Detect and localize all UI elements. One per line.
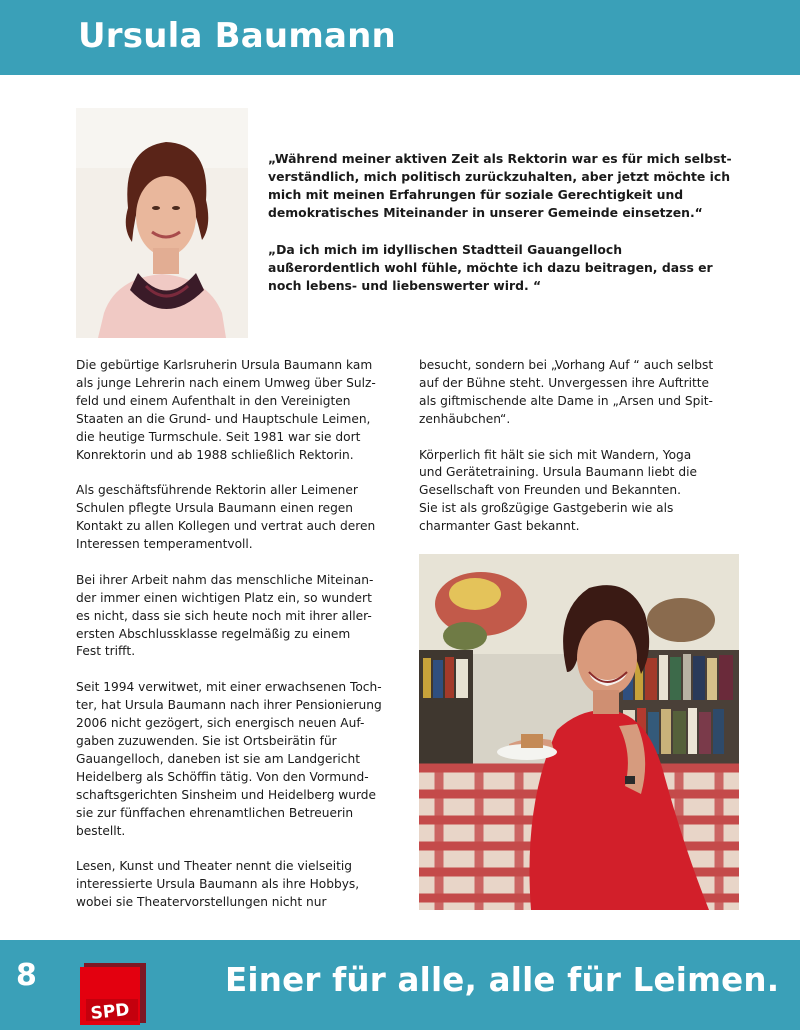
body-column-left: [76, 357, 406, 930]
spd-logo: [80, 961, 148, 1029]
slogan: Einer für alle, alle für Leimen.: [225, 961, 780, 999]
paragraph: Bei ihrer Arbeit nahm das menschliche Miteinan- der immer einen wichtigen Platz ein, so wundert es nicht, dass sie sich heute noch mit ihrer aller- ersten Abschlussklasse regelmäßig zu einem Fest trifft.: [76, 572, 374, 659]
portrait-photo: [76, 108, 248, 338]
paragraph: besucht, sondern bei „Vorhang Auf “ auch selbst auf der Bühne steht. Unvergessen ihre Auftritte als giftmischende alte Dame in „Arsen und Spit- zenhäubchen“.: [419, 358, 714, 426]
footer-bar: [0, 940, 800, 1030]
paragraph: Lesen, Kunst und Theater nennt die vielseitig interessierte Ursula Baumann als ihre Hobbys, wobei sie Theatervorstellungen nicht nur: [76, 859, 360, 910]
paragraph: Die gebürtige Karlsruherin Ursula Baumann kam als junge Lehrerin nach einem Umweg über Sulz- feld und einem Aufenthalt in den Vereinigten Staaten an die Grund- und Hauptschule Leimen, die heutige Turmschule. Seit 1981 war sie dort Konrektorin und ab 1988 schließlich Rektorin.: [76, 358, 376, 462]
quote-1: „Während meiner aktiven Zeit als Rektorin war es für mich selbst-verständlich, mich politisch zurückzuhalten, aber jetzt möchte ich mich mit meinen Erfahrungen für soziale Gerechtigkeit und demokratisches Miteinander in unserer Gemeinde einsetzen.“: [268, 151, 732, 220]
candid-photo: [419, 554, 739, 910]
page-title: Ursula Baumann: [78, 16, 396, 56]
page-number: 8: [16, 958, 37, 993]
quote-2: „Da ich mich im idyllischen Stadtteil Gauangelloch außerordentlich wohl fühle, möchte ich dazu beitragen, dass er noch lebens- und liebenswerter wird. “: [268, 242, 713, 293]
header-bar: [0, 0, 800, 75]
paragraph: Als geschäftsführende Rektorin aller Leimener Schulen pflegte Ursula Baumann einen regen Kontakt zu allen Kollegen und vertrat auch deren Interessen temperamentvoll.: [76, 483, 376, 552]
quotes-block: [268, 150, 738, 314]
paragraph: Körperlich fit hält sie sich mit Wandern, Yoga und Gerätetraining. Ursula Baumann liebt die Gesellschaft von Freunden und Bekannten. Sie ist als großzügige Gastgeberin wie als charmanter Gast bekannt.: [419, 447, 697, 534]
logo-text: SPD: [89, 1000, 131, 1024]
body-column-right: [419, 357, 744, 554]
paragraph: Seit 1994 verwitwet, mit einer erwachsenen Toch- ter, hat Ursula Baumann nach ihrer Pensionierung 2006 nicht gezögert, sich energisch neuen Auf- gaben zuzuwenden. Sie ist Ortsbeirätin für Gauangelloch, daneben ist sie am Landgericht Heidelberg als Schöffin tätig. Von den Vormund- schaftsgerichten Sinsheim und Heidelberg wurde sie zur fünffachen ehrenamtlichen Betreuerin bestellt.: [76, 680, 382, 838]
